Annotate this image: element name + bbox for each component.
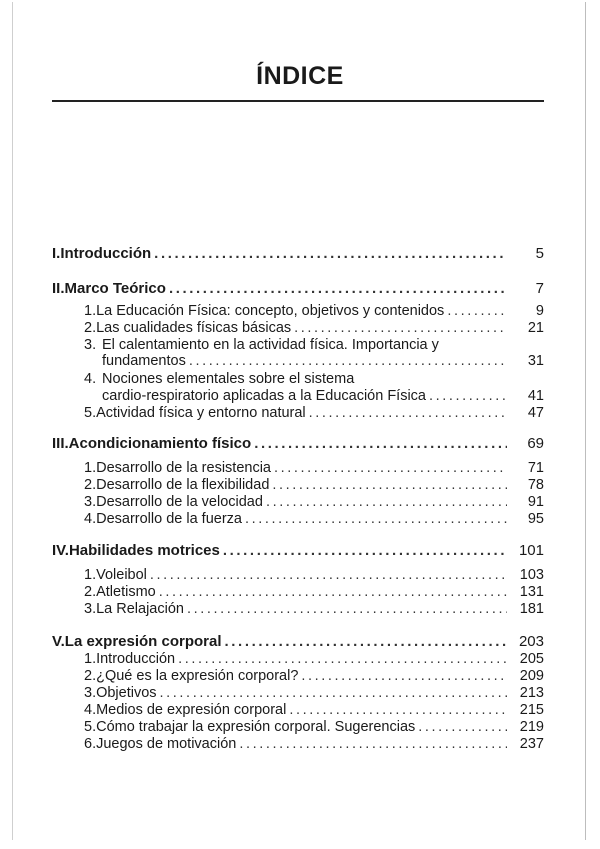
leader-dots [178,651,507,667]
item-number: 5. [84,405,97,421]
item-number: 2. [84,477,97,493]
leader-dots [294,320,507,336]
item-title: Objetivos [96,685,157,701]
item-number: 1. [84,303,97,319]
leader-dots [266,494,507,510]
item-title: Cómo trabajar la expresión corporal. Sugerencias [96,719,416,735]
item-title: Desarrollo de la fuerza [96,511,242,527]
leader-dots [223,543,507,559]
page-number: 213 [519,685,544,701]
page-number: 205 [519,651,544,667]
item-title: Voleibol [96,567,147,583]
item-title: La Relajación [96,601,184,617]
toc-item-continuation[interactable] [102,353,544,369]
item-number: 4. [84,511,97,527]
item-title-cont: cardio-respiratorio aplicadas a la Educación Física [102,388,426,404]
toc-section-introduccion[interactable] [52,246,544,262]
page-number: 215 [519,702,544,718]
leader-dots [159,584,507,600]
toc-item[interactable] [84,601,544,617]
page-number: 47 [527,405,544,421]
item-title: El calentamiento en la actividad física. Importancia y [102,337,439,353]
toc-item[interactable] [84,371,544,387]
toc-section-acondicionamiento[interactable] [52,436,544,452]
item-number: 4. [84,371,97,387]
item-number: 6. [84,736,97,752]
page-number: 101 [518,542,544,559]
item-number: 3. [84,494,97,510]
page-number: 5 [535,245,544,262]
item-title: Medios de expresión corporal [96,702,287,718]
leader-dots [429,388,507,404]
page-number: 31 [527,353,544,369]
toc-item-continuation[interactable] [102,388,544,404]
item-title: Actividad física y entorno natural [96,405,306,421]
item-title: Desarrollo de la flexibilidad [96,477,270,493]
item-title: Las cualidades físicas básicas [96,320,292,336]
page-number: 181 [519,601,544,617]
leader-dots [274,460,507,476]
leader-dots [154,246,507,262]
toc-item[interactable] [84,567,544,583]
page-number: 209 [519,668,544,684]
section-title: La expresión corporal [64,633,222,650]
item-title: ¿Qué es la expresión corporal? [96,668,299,684]
toc-item[interactable] [84,651,544,667]
page-number: 21 [527,320,544,336]
page-number: 9 [535,303,544,319]
leader-dots [150,567,507,583]
page-number: 69 [527,435,544,452]
item-number: 2. [84,320,97,336]
toc-item[interactable] [84,460,544,476]
page-number: 78 [527,477,544,493]
item-title: Nociones elementales sobre el sistema [102,371,355,387]
toc-item[interactable] [84,337,544,353]
leader-dots [225,634,507,650]
item-title: Atletismo [96,584,156,600]
toc-item[interactable] [84,320,544,336]
item-title: Juegos de motivación [96,736,237,752]
item-number: 3. [84,601,97,617]
leader-dots [289,702,507,718]
page-number: 103 [519,567,544,583]
toc-section-marco-teorico[interactable] [52,281,544,297]
section-number: III. [52,435,69,452]
section-number: IV. [52,542,69,559]
section-title: Habilidades motrices [68,542,220,559]
section-title: Acondicionamiento físico [68,435,252,452]
toc-item[interactable] [84,584,544,600]
toc-section-habilidades[interactable] [52,543,544,559]
item-number: 3. [84,337,97,353]
item-number: 1. [84,651,97,667]
leader-dots [254,436,507,452]
leader-dots [189,353,507,369]
page-number: 41 [527,388,544,404]
item-number: 2. [84,584,97,600]
page-number: 71 [527,460,544,476]
leader-dots [418,719,507,735]
toc-section-expresion-corporal[interactable] [52,634,544,650]
section-title: Introducción [60,245,152,262]
leader-dots [272,477,507,493]
item-number: 2. [84,668,97,684]
page-number: 237 [519,736,544,752]
page-title: ÍNDICE [256,62,344,90]
item-title-cont: fundamentos [102,353,186,369]
page-number: 203 [518,633,544,650]
page-number: 95 [527,511,544,527]
item-number: 1. [84,460,97,476]
leader-dots [447,303,507,319]
leader-dots [309,405,507,421]
leader-dots [301,668,507,684]
leader-dots [160,685,507,701]
toc-item[interactable] [84,494,544,510]
page-number: 91 [527,494,544,510]
toc-item[interactable] [84,511,544,527]
item-title: Introducción [96,651,176,667]
toc-item[interactable] [84,719,544,735]
section-title: Marco Teórico [64,280,166,297]
item-number: 4. [84,702,97,718]
item-title: Desarrollo de la velocidad [96,494,263,510]
toc-item[interactable] [84,477,544,493]
toc-item[interactable] [84,736,544,752]
toc-item[interactable] [84,303,544,319]
item-title: Desarrollo de la resistencia [96,460,271,476]
page-number: 219 [519,719,544,735]
toc-item[interactable] [84,668,544,684]
toc-item[interactable] [84,685,544,701]
item-number: 5. [84,719,97,735]
page-number: 131 [519,584,544,600]
leader-dots [245,511,507,527]
leader-dots [187,601,507,617]
section-number: I. [52,245,61,262]
leader-dots [239,736,507,752]
item-title: La Educación Física: concepto, objetivos y contenidos [96,303,445,319]
section-number: II. [52,280,65,297]
leader-dots [169,281,507,297]
section-number: V. [52,633,65,650]
toc-item[interactable] [84,405,544,421]
item-number: 1. [84,567,97,583]
item-number: 3. [84,685,97,701]
toc-item[interactable] [84,702,544,718]
page-number: 7 [535,280,544,297]
